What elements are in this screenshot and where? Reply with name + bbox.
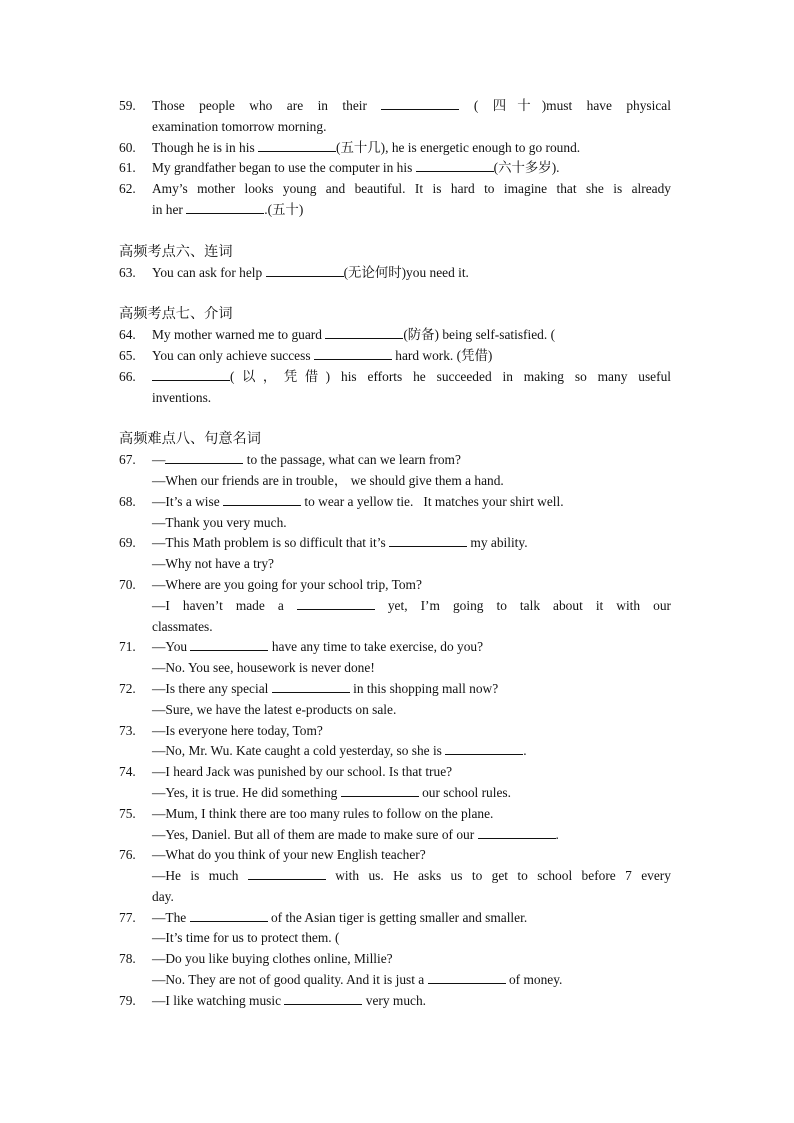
question-text: You can only achieve success hard work. (凭借) — [152, 347, 493, 363]
dialog-reply: —No. They are not of good quality. And it is just a of money. — [152, 972, 563, 988]
answer-blank[interactable] — [165, 451, 243, 464]
dialog-question: —Where are you going for your school trip, Tom? — [152, 576, 422, 592]
dialog-reply: —Why not have a try? — [152, 556, 274, 572]
dialog-question: —It’s a wise to wear a yellow tie. It matches your shirt well. — [152, 493, 564, 509]
answer-blank[interactable] — [314, 347, 392, 360]
question-number: 73. — [119, 722, 136, 738]
dialog-reply: —Yes, Daniel. But all of them are made to make sure of our . — [152, 826, 559, 842]
dialog-reply: —Thank you very much. — [152, 514, 287, 530]
dialog-question: —The of the Asian tiger is getting smaller and smaller. — [152, 909, 528, 925]
answer-blank[interactable] — [248, 867, 326, 880]
dialog-question: —This Math problem is so difficult that it’s my ability. — [152, 535, 528, 551]
dialog-reply: —It’s time for us to protect them. ( — [152, 930, 340, 946]
question-number: 76. — [119, 847, 136, 863]
question-70 — [119, 575, 671, 637]
question-number: 71. — [119, 639, 136, 655]
answer-blank[interactable] — [341, 784, 419, 797]
dialog-question: —What do you think of your new English teacher? — [152, 847, 426, 863]
answer-blank[interactable] — [190, 909, 268, 922]
question-text: Those people who are in their ( 四十)must have physical — [152, 98, 671, 113]
question-text-cont: examination tomorrow morning. — [152, 118, 327, 134]
dialog-reply-cont: classmates. — [152, 618, 213, 634]
question-number: 59. — [119, 98, 136, 113]
answer-blank[interactable] — [416, 159, 494, 172]
question-62 — [119, 179, 671, 221]
dialog-question: —I like watching music very much. — [152, 992, 427, 1008]
dialog-question: —I heard Jack was punished by our school. Is that true? — [152, 764, 453, 780]
question-78 — [119, 949, 671, 991]
question-number: 63. — [119, 264, 136, 280]
section-heading-nouns: 高频难点八、句意名词 — [119, 431, 261, 448]
answer-blank[interactable] — [284, 992, 362, 1005]
question-61 — [119, 158, 671, 179]
question-number: 68. — [119, 493, 136, 509]
answer-blank[interactable] — [272, 680, 350, 693]
dialog-reply: —I haven’t made a yet, I’m going to talk about it with our — [152, 597, 671, 613]
question-77 — [119, 908, 671, 950]
question-number: 66. — [119, 368, 136, 384]
question-number: 61. — [119, 160, 136, 176]
question-76 — [119, 845, 671, 907]
question-65 — [119, 346, 671, 367]
answer-blank[interactable] — [325, 326, 403, 339]
question-66 — [119, 367, 671, 409]
section-heading-conjunctions: 高频考点六、连词 — [119, 243, 233, 260]
question-number: 75. — [119, 805, 136, 821]
dialog-question: —Mum, I think there are too many rules to follow on the plane. — [152, 805, 494, 821]
question-text: My grandfather began to use the computer in his (六十多岁). — [152, 160, 560, 176]
question-69 — [119, 533, 671, 575]
answer-blank[interactable] — [190, 638, 268, 651]
dialog-reply: —Sure, we have the latest e-products on sale. — [152, 701, 397, 717]
answer-blank[interactable] — [152, 368, 230, 381]
question-number: 78. — [119, 951, 136, 967]
dialog-question: —Is everyone here today, Tom? — [152, 722, 323, 738]
question-79 — [119, 991, 671, 1012]
dialog-reply: —No, Mr. Wu. Kate caught a cold yesterday, so she is . — [152, 743, 527, 759]
question-75 — [119, 804, 671, 846]
question-63 — [119, 263, 671, 284]
answer-blank[interactable] — [186, 201, 264, 214]
question-text: (以，凭借) his efforts he succeeded in making so many useful — [152, 367, 671, 388]
question-number: 69. — [119, 535, 136, 551]
question-number: 72. — [119, 680, 136, 696]
answer-blank[interactable] — [389, 534, 467, 547]
question-number: 67. — [119, 452, 136, 468]
question-text: Amy’s mother looks young and beautiful. It is hard to imagine that she is already — [152, 181, 671, 197]
dialog-reply: —No. You see, housework is never done! — [152, 660, 375, 676]
answer-blank[interactable] — [445, 742, 523, 755]
question-text-cont: inventions. — [152, 389, 212, 405]
question-67 — [119, 450, 671, 492]
section-heading-prepositions: 高频考点七、介词 — [119, 306, 233, 323]
dialog-reply: —He is much with us. He asks us to get to school before 7 every — [152, 868, 671, 884]
question-number: 79. — [119, 992, 136, 1008]
answer-blank[interactable] — [258, 139, 336, 152]
dialog-reply-cont: day. — [152, 888, 174, 904]
question-text-cont: in her .(五十) — [152, 201, 304, 217]
question-number: 62. — [119, 181, 136, 197]
dialog-reply: —When our friends are in trouble， we should give them a hand. — [152, 472, 504, 488]
worksheet-page — [119, 96, 671, 1012]
question-74 — [119, 762, 671, 804]
dialog-question: —Is there any special in this shopping mall now? — [152, 680, 499, 696]
question-text: Though he is in his (五十几), he is energetic enough to go round. — [152, 139, 581, 155]
dialog-question: —Do you like buying clothes online, Millie? — [152, 951, 393, 967]
answer-blank[interactable] — [478, 826, 556, 839]
question-number: 74. — [119, 764, 136, 780]
answer-blank[interactable] — [428, 971, 506, 984]
dialog-reply: —Yes, it is true. He did something our school rules. — [152, 784, 511, 800]
dialog-question: —You have any time to take exercise, do you? — [152, 639, 484, 655]
question-68 — [119, 492, 671, 534]
question-60 — [119, 138, 671, 159]
answer-blank[interactable] — [223, 493, 301, 506]
question-59 — [119, 96, 671, 138]
question-text: My mother warned me to guard (防备) being self-satisfied. ( — [152, 327, 556, 343]
question-number: 77. — [119, 909, 136, 925]
question-number: 70. — [119, 576, 136, 592]
answer-blank[interactable] — [297, 597, 375, 610]
question-71 — [119, 637, 671, 679]
question-number: 65. — [119, 347, 136, 363]
question-text: You can ask for help (无论何时)you need it. — [152, 264, 469, 280]
answer-blank[interactable] — [381, 97, 459, 110]
dialog-question: — to the passage, what can we learn from? — [152, 452, 461, 468]
answer-blank[interactable] — [266, 264, 344, 277]
question-72 — [119, 679, 671, 721]
question-number: 60. — [119, 139, 136, 155]
question-73 — [119, 721, 671, 763]
question-64 — [119, 325, 671, 346]
question-number: 64. — [119, 327, 136, 343]
